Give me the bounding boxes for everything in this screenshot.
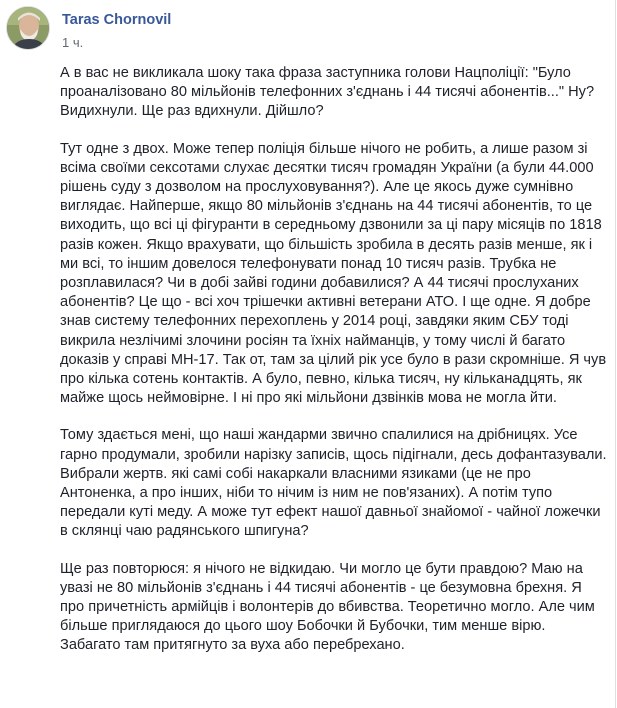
- user-avatar-photo-icon[interactable]: [6, 6, 50, 50]
- post-paragraph-3: Тому здається мені, що наші жандарми звично спалилися на дрібницях. Усе гарно продумали, зробили нарізку записів, щось підігнали, десь дофантазували. Вибрали жертв. які самі собі накаркали власними язиками (це не про Антоненка, а про інших, ніби то нічим із ним не пов'язаних). А потім тупо передали куті меду. А може тут ефект нашої давньої знайомої - чайної ложечки в склянці чаю радянського шпигуна?: [60, 427, 607, 540]
- post-paragraph-4: Ще раз повторюся: я нічого не відкидаю. Чи могло це бути правдою? Маю на увазі не 80 мільйонів з'єднань і 44 тисячі абонентів - це безумовна брехня. Я про причетність армійців і волонтерів до вбивства. Теоретично могло. Але чим більше приглядаюся до цього шоу Бобочки й Бубочки, тим менше вірю. Забагато там притягнуто за вуха або перебрехано.: [60, 560, 595, 654]
- post-body: [60, 64, 608, 656]
- avatar-portrait-icon: [7, 7, 50, 50]
- post-paragraph-2: Тут одне з двох. Може тепер поліція більше нічого не робить, а лише разом зі всіма своїми сексотами слухає десятки тисяч громадян України (а були 44.000 рішень суду з дозволом на прослуховування?). Але це якось дуже сумнівно виглядає. Найперше, якщо 80 мільйонів з'єднань на 44 тисячі абонентів, то це виходить, що всі ці фігуранти в середньому дзвонили за ці пару місяців по 1818 разів кожен. Якщо врахувати, що більшість зробила в десять разів менше, як і ми всі, то іншим довелося телефонувати понад 10 тисяч разів. Трубка не розплавилася? Чи в добі зайві години добавилися? А 44 тисячі прослуханих абонентів? Це що - всі хоч трішечки активні ветерани АТО. І ще одне. Я добре знав систему телефонних перехоплень у 2014 році, завдяки яким СБУ тоді викрила незлічимі злочини росіян та їхніх найманців, у тому числі й багато доказів у справі МН-17. Так от, там за цілий рік усе було в рази скромніше. Я чув про кілька сотень контактів. А було, певно, кілька тисяч, ну кільканадцять, як майже щось неймовірне. І ні про які мільйони дзвінків мова не могла йти.: [60, 140, 607, 407]
- author-name-link[interactable]: Taras Chornovil: [62, 12, 172, 28]
- post-paragraph-1: А в вас не викликала шоку така фраза заступника голови Нацполіції: "Було проаналізовано 80 мільйонів телефонних з'єднань і 44 тисячі абонентів..." Ну? Видихнули. Ще раз вдихнули. Дійшло?: [60, 65, 595, 120]
- post-timestamp-link[interactable]: 1 ч.: [62, 35, 84, 50]
- post-header: [6, 6, 586, 52]
